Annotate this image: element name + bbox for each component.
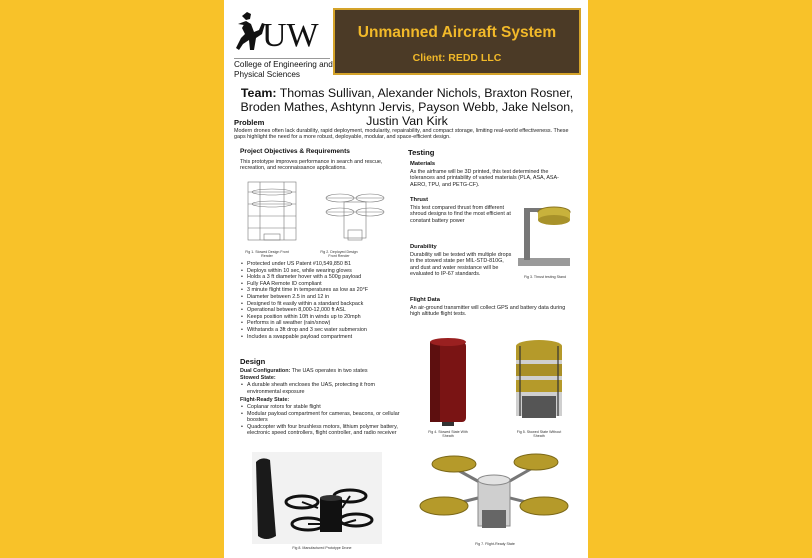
stowed-item: • A durable sheath encloses the UAS, protecting it from environmental exposure <box>247 382 400 395</box>
poster-title: Unmanned Aircraft System <box>357 24 557 41</box>
flight-data-heading: Flight Data <box>410 297 440 303</box>
design-renders-image <box>240 178 390 250</box>
requirement-item: • Includes a swappable payload compartment <box>247 334 400 341</box>
fig2-caption: Fig 2. Deployed Design Front Render <box>320 250 358 259</box>
objectives-intro: This prototype improves performance in search and rescue, recreation, and reconnaissance applications. <box>240 159 383 172</box>
stowed-label: Stowed State: <box>240 375 276 381</box>
team-label: Team: <box>240 86 277 100</box>
fig4-caption: Fig 4. Stowed State With Sheath <box>428 430 468 439</box>
requirement-item: • Designed to fit easily within a standard backpack <box>247 301 400 308</box>
dual-config <box>240 368 400 374</box>
dual-config-text: The UAS operates in two states <box>291 368 368 374</box>
thrust-heading: Thrust <box>410 197 429 203</box>
requirement-item: • Operational between 8,000-12,000 ft ASL <box>247 307 400 314</box>
requirement-item: • Diameter between 2.5 in and 12 in <box>247 294 400 301</box>
title-banner <box>333 8 581 75</box>
requirement-item: • Deploys within 10 sec, while wearing gloves <box>247 268 400 275</box>
durability-heading: Durability <box>410 244 437 250</box>
stowed-list <box>240 382 400 395</box>
requirement-item: • Withstands a 3ft drop and 3 sec water submersion <box>247 327 400 334</box>
flight-item: • Quadcopter with four brushless motors, lithium polymer battery, electronic speed controllers, flight controller, and radio receiver <box>247 424 400 437</box>
requirement-item: • Keeps position within 10ft in winds up to 20mph <box>247 314 400 321</box>
requirements-list <box>240 261 400 340</box>
logo-divider <box>234 58 330 59</box>
requirement-item: • 3 minute flight time in temperatures as low as 20°F <box>247 287 400 294</box>
flight-item: • Coplanar rotors for stable flight <box>247 404 400 411</box>
thrust-stand-image <box>514 198 574 274</box>
problem-heading: Problem <box>234 118 265 127</box>
requirement-item: • Performs in all weather (rain/snow) <box>247 320 400 327</box>
stowed-open-image <box>506 336 572 428</box>
fig8-caption: Fig 8. Manufactured Prototype Drone <box>292 546 352 550</box>
flight-ready-label: Flight-Ready State: <box>240 397 290 403</box>
dual-config-label: Dual Configuration: <box>240 368 291 374</box>
team-line <box>232 86 582 128</box>
college-name: College of Engineering and Physical Sciences <box>234 60 333 79</box>
objectives-heading: Project Objectives & Requirements <box>240 148 350 155</box>
materials-heading: Materials <box>410 161 436 167</box>
design-heading: Design <box>240 357 266 366</box>
requirement-item: • Protected under US Patent #10,549,850 B1 <box>247 261 400 268</box>
problem-text: Modern drones often lack durability, rapid deployment, modularity, repairability, and compact storage, limiting real-world effectiveness. These gaps highlight the need for a more robust, deployable, modular, and space-efficient design. <box>234 128 569 141</box>
uw-logo <box>230 8 340 84</box>
materials-text: As the airframe will be 3D printed, this test determined the tolerances and printability of varied materials (PLA, ASA, ASA-AERO, TPU, and PETG-CF). <box>410 169 559 188</box>
cowboy-logo-icon <box>232 10 322 56</box>
manufactured-prototype-image <box>252 452 382 544</box>
poster <box>224 0 588 558</box>
svg-text:UW: UW <box>262 17 319 54</box>
stowed-sheath-image <box>422 336 474 428</box>
testing-heading: Testing <box>408 148 435 157</box>
fig1-caption: Fig 1. Stowed Design Front Render <box>245 250 289 259</box>
requirement-item: • Holds a 3 ft diameter hover with a 500g payload <box>247 274 400 281</box>
requirement-item: • Fully FAA Remote ID compliant <box>247 281 400 288</box>
fig5-caption: Fig 5. Stowed State Without Sheath <box>516 430 562 439</box>
flight-ready-list <box>240 404 400 437</box>
fig3-caption: Fig 3. Thrust testing Stand <box>523 275 567 279</box>
thrust-text: This test compared thrust from different shroud designs to find the most efficient at constant battery power <box>410 205 511 224</box>
flight-ready-image <box>414 440 574 542</box>
fig7-caption: Fig 7. Flight-Ready State <box>475 542 515 546</box>
team-members: Thomas Sullivan, Alexander Nichols, Braxton Rosner, Broden Mathes, Ashtynn Jervis, Payson Webb, Jake Nelson, Justin Van Kirk <box>240 86 574 128</box>
flight-item: • Modular payload compartment for cameras, beacons, or cellular boosters <box>247 411 400 424</box>
durability-text: Durability will be tested with multiple drops in the stowed state per MIL-STD-810G, and dust and water resistance will be evaluated to IP-67 standards. <box>410 252 512 277</box>
client-name: Client: REDD LLC <box>412 52 502 64</box>
flight-data-text: An air-ground transmitter will collect GPS and battery data during high altitude flight tests. <box>410 305 566 318</box>
